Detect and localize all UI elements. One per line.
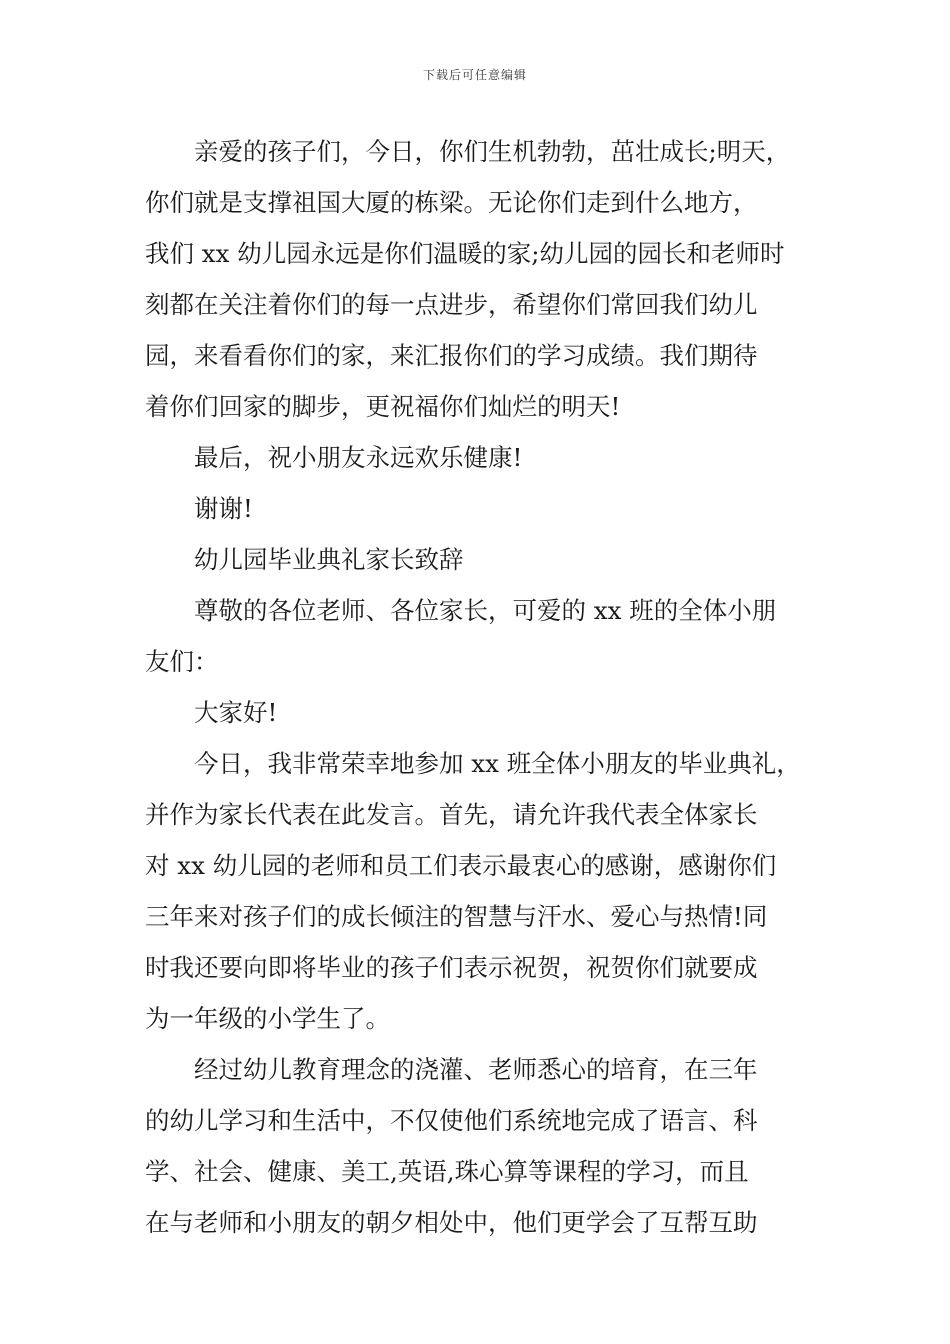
text-line: 着你们回家的脚步，更祝福你们灿烂的明天! [145, 392, 621, 421]
text-line: 大家好! [194, 698, 278, 727]
document-body [145, 126, 805, 1248]
text-line: 并作为家长代表在此发言。首先，请允许我代表全体家长 [145, 800, 758, 829]
text-line: 今日，我非常荣幸地参加 xx 班全体小朋友的毕业典礼， [194, 749, 801, 778]
header-note: 下载后可任意编辑 [422, 68, 527, 82]
text-line: 尊敬的各位老师、各位家长，可爱的 xx 班的全体小朋 [194, 596, 777, 625]
text-line: 时我还要向即将毕业的孩子们表示祝贺，祝贺你们就要成 [145, 953, 758, 982]
section-title: 幼儿园毕业典礼家长致辞 [194, 545, 464, 574]
text-line: 经过幼儿教育理念的浇灌、老师悉心的培育，在三年 [194, 1055, 758, 1084]
text-line: 三年来对孩子们的成长倾注的智慧与汗水、爱心与热情!同 [145, 902, 768, 931]
text-line: 友们： [145, 647, 219, 676]
text-line: 谢谢! [194, 494, 253, 523]
text-line: 对 xx 幼儿园的老师和员工们表示最衷心的感谢，感谢你们 [145, 851, 777, 880]
text-line: 为一年级的小学生了。 [145, 1004, 390, 1033]
text-line: 亲爱的孩子们，今日，你们生机勃勃，茁壮成长;明天， [194, 137, 791, 166]
text-line: 的幼儿学习和生活中，不仅使他们系统地完成了语言、科 [145, 1106, 758, 1135]
text-line: 刻都在关注着你们的每一点进步，希望你们常回我们幼儿 [145, 290, 758, 319]
text-line: 最后，祝小朋友永远欢乐健康! [194, 443, 523, 472]
text-line: 学、社会、健康、美工,英语,珠心算等课程的学习，而且 [145, 1157, 749, 1186]
text-line: 我们 xx 幼儿园永远是你们温暖的家;幼儿园的园长和老师时 [145, 239, 785, 268]
text-line: 你们就是支撑祖国大厦的栋梁。无论你们走到什么地方， [145, 188, 758, 217]
text-line: 园，来看看你们的家，来汇报你们的学习成绩。我们期待 [145, 341, 758, 370]
text-line: 在与老师和小朋友的朝夕相处中，他们更学会了互帮互助 [145, 1208, 758, 1237]
